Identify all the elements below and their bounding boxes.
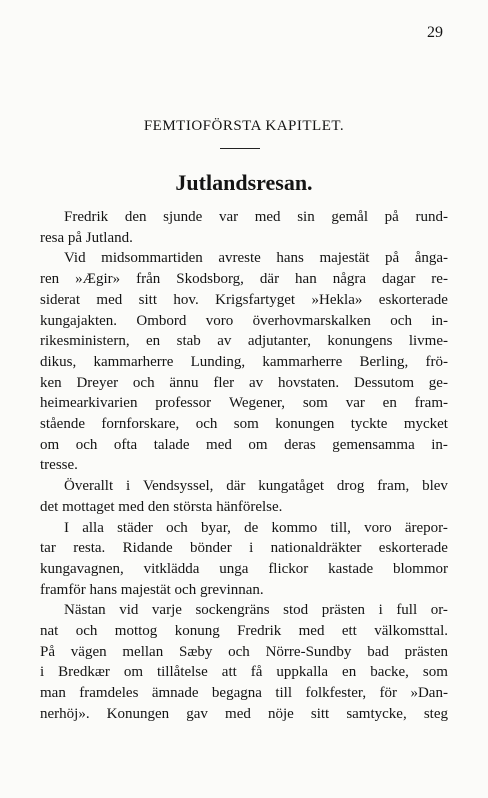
word: och xyxy=(75,623,98,640)
text-line xyxy=(40,414,448,435)
word: stående xyxy=(40,416,85,433)
text-line xyxy=(40,207,448,228)
word: varje xyxy=(151,602,182,619)
word: ämnade xyxy=(151,685,199,702)
word: nerhöj». xyxy=(40,705,90,722)
word: flickor xyxy=(268,560,309,577)
word: på xyxy=(384,209,399,225)
word: resta. xyxy=(73,540,106,557)
divider xyxy=(220,148,260,149)
text-line xyxy=(40,600,448,621)
word: den xyxy=(124,209,147,225)
word: full xyxy=(396,602,418,619)
word: kammarherre xyxy=(93,353,174,370)
word: vägen xyxy=(70,643,107,660)
word: i xyxy=(125,478,131,495)
text-line xyxy=(40,642,448,663)
word: rikesministern, xyxy=(40,333,130,350)
word: med xyxy=(225,705,251,722)
word: deras xyxy=(284,436,316,453)
word: och xyxy=(390,312,412,329)
word: konungens xyxy=(327,333,393,350)
word: eskorterade xyxy=(378,291,448,308)
word: de xyxy=(244,519,259,536)
text-line xyxy=(40,290,448,311)
word: där xyxy=(226,478,246,495)
word: På xyxy=(40,643,55,660)
word: stod xyxy=(283,602,309,619)
word: Berling, xyxy=(359,353,409,370)
word: ärepor- xyxy=(404,519,448,536)
word: majestät xyxy=(319,250,370,267)
word: Konungen xyxy=(106,705,170,722)
word: ken xyxy=(40,374,62,391)
word: sockengräns xyxy=(195,602,270,619)
word: en xyxy=(342,664,357,681)
word: I xyxy=(64,519,69,536)
text-line xyxy=(40,704,448,725)
text-line xyxy=(40,311,448,332)
word: vitklädda xyxy=(143,560,200,577)
word: Vid xyxy=(64,250,86,267)
word: or- xyxy=(430,602,448,619)
word: backe, xyxy=(370,664,409,681)
word: en xyxy=(146,333,161,350)
word: bad xyxy=(367,643,389,660)
text-line xyxy=(40,435,448,456)
word: Ombord xyxy=(136,312,187,329)
word: med xyxy=(298,623,325,640)
word: en xyxy=(382,395,397,412)
word: livme- xyxy=(408,333,448,350)
word: Sæby xyxy=(179,643,213,660)
word: bönder xyxy=(190,540,232,557)
word: hans xyxy=(276,250,304,267)
word: folkfester, xyxy=(305,685,367,702)
word: ännu xyxy=(169,374,199,391)
word: sitt xyxy=(138,291,157,308)
word: nationaldräkter xyxy=(270,540,362,557)
word: och xyxy=(132,374,155,391)
word: var xyxy=(345,395,365,412)
word: Fredrik xyxy=(64,209,109,225)
word: siderat xyxy=(40,291,80,308)
word: och xyxy=(195,416,218,433)
text-line xyxy=(40,352,448,373)
chapter-heading: FEMTIOFÖRSTA KAPITLET. xyxy=(143,118,345,134)
word: överhovmarskalken xyxy=(252,312,371,329)
word: om xyxy=(40,436,60,453)
word: sjunde xyxy=(163,209,203,225)
word: fram- xyxy=(414,395,448,412)
word: drog xyxy=(336,478,365,495)
word: med xyxy=(206,436,232,453)
word: gemensamma xyxy=(332,436,415,453)
word: kungajakten. xyxy=(40,312,118,329)
word: konung xyxy=(174,623,220,640)
word: ofta xyxy=(113,436,138,453)
word: voro xyxy=(205,312,234,329)
word: ett xyxy=(341,623,357,640)
word: ge- xyxy=(428,374,448,391)
word: fler xyxy=(213,374,235,391)
word: mellan xyxy=(122,643,164,660)
text-line xyxy=(40,538,448,559)
word: Nästan xyxy=(64,602,106,619)
word: mottog xyxy=(114,623,158,640)
body-text xyxy=(40,207,448,725)
word: i xyxy=(40,664,45,681)
text-line: framför hans majestät och grevinnan. xyxy=(40,581,264,598)
text-line xyxy=(40,331,448,352)
word: sitt xyxy=(310,705,330,722)
word: prästen xyxy=(321,602,366,619)
word: avreste xyxy=(218,250,261,267)
word: konungen xyxy=(275,416,335,433)
word: mycket xyxy=(403,416,448,433)
word: var xyxy=(218,209,239,225)
word: blommor xyxy=(393,560,448,577)
word: Överallt xyxy=(64,478,114,495)
word: heimearkivarien xyxy=(40,395,138,412)
text-line xyxy=(40,518,448,539)
word: re- xyxy=(431,271,448,288)
word: Dreyer xyxy=(76,374,119,391)
word: man xyxy=(40,685,66,702)
word: Lunding, xyxy=(190,353,246,370)
word: Krigsfartyget xyxy=(215,291,296,308)
word: voro xyxy=(364,519,392,536)
word: i xyxy=(378,602,383,619)
word: byar, xyxy=(201,519,231,536)
word: alla xyxy=(82,519,104,536)
word: prästen xyxy=(404,643,448,660)
text-line xyxy=(40,621,448,642)
text-line xyxy=(40,269,448,290)
word: och xyxy=(228,643,250,660)
word: »Ægir» xyxy=(75,271,121,288)
word: med xyxy=(254,209,281,225)
word: till xyxy=(275,685,293,702)
word: dagar xyxy=(382,271,416,288)
word: Ridande xyxy=(122,540,173,557)
word: om xyxy=(248,436,268,453)
word: för xyxy=(379,685,398,702)
word: kommo xyxy=(271,519,318,536)
word: begagna xyxy=(211,685,262,702)
word: och xyxy=(166,519,188,536)
word: midsommartiden xyxy=(101,250,203,267)
word: några xyxy=(332,271,367,288)
word: gav xyxy=(186,705,208,722)
text-line: resa på Jutland. xyxy=(40,229,133,246)
text-line xyxy=(40,662,448,683)
word: städer xyxy=(117,519,153,536)
word: fram, xyxy=(377,478,410,495)
word: Nörre-Sundby xyxy=(265,643,352,660)
word: nat xyxy=(40,623,59,640)
word: »Hekla» xyxy=(311,291,363,308)
text-line xyxy=(40,559,448,580)
word: Wegener, xyxy=(228,395,286,412)
word: Bredkær xyxy=(58,664,110,681)
word: fornforskare, xyxy=(101,416,180,433)
word: unga xyxy=(219,560,249,577)
word: Dessutom xyxy=(353,374,414,391)
word: rund- xyxy=(415,209,448,225)
word: uppkalla xyxy=(276,664,329,681)
word: blev xyxy=(422,478,448,495)
word: att xyxy=(221,664,237,681)
word: Fredrik xyxy=(237,623,282,640)
word: tillåtelse xyxy=(156,664,208,681)
word: dikus, xyxy=(40,353,77,370)
word: nöje xyxy=(267,705,294,722)
word: av xyxy=(217,333,232,350)
word: tar xyxy=(40,540,56,557)
word: hovstaten. xyxy=(277,374,340,391)
word: som xyxy=(422,664,448,681)
word: in- xyxy=(431,312,448,329)
text-line xyxy=(40,683,448,704)
word: på xyxy=(384,250,400,267)
word: ren xyxy=(40,271,60,288)
word: in- xyxy=(431,436,448,453)
word: samtycke, xyxy=(346,705,407,722)
word: han xyxy=(295,271,317,288)
text-line xyxy=(40,248,448,269)
word: av xyxy=(248,374,264,391)
word: ånga- xyxy=(414,250,448,267)
word: eskorterade xyxy=(378,540,448,557)
word: kungatåget xyxy=(258,478,325,495)
word: få xyxy=(250,664,263,681)
word: »Dan- xyxy=(410,685,448,702)
word: till, xyxy=(330,519,351,536)
word: frö- xyxy=(425,353,448,370)
text-line xyxy=(40,393,448,414)
word: om xyxy=(123,664,143,681)
word: välkomsttal. xyxy=(374,623,448,640)
word: steg xyxy=(423,705,448,722)
word: hov. xyxy=(173,291,199,308)
word: professor xyxy=(155,395,212,412)
word: där xyxy=(259,271,280,288)
word: och xyxy=(75,436,98,453)
text-line: tresse. xyxy=(40,457,78,474)
word: vid xyxy=(119,602,139,619)
word: Vendsyssel, xyxy=(142,478,214,495)
word: sin xyxy=(297,209,315,225)
word: tyckte xyxy=(350,416,388,433)
word: kammarherre xyxy=(262,353,343,370)
word: från xyxy=(136,271,161,288)
word: framdeles xyxy=(79,685,139,702)
word: gemål xyxy=(331,209,369,225)
text-line xyxy=(40,373,448,394)
word: i xyxy=(249,540,254,557)
word: adjutanter, xyxy=(247,333,311,350)
word: talade xyxy=(153,436,190,453)
page-number: 29 xyxy=(427,24,443,41)
word: Skodsborg, xyxy=(176,271,244,288)
word: som xyxy=(233,416,259,433)
word: kastade xyxy=(328,560,374,577)
word: som xyxy=(302,395,328,412)
chapter-title: Jutlandsresan. xyxy=(175,170,313,195)
text-line: det mottaget med den största hänförelse. xyxy=(40,498,283,515)
word: stab xyxy=(176,333,201,350)
word: med xyxy=(96,291,123,308)
text-line xyxy=(40,476,448,497)
word: kungavagnen, xyxy=(40,560,124,577)
